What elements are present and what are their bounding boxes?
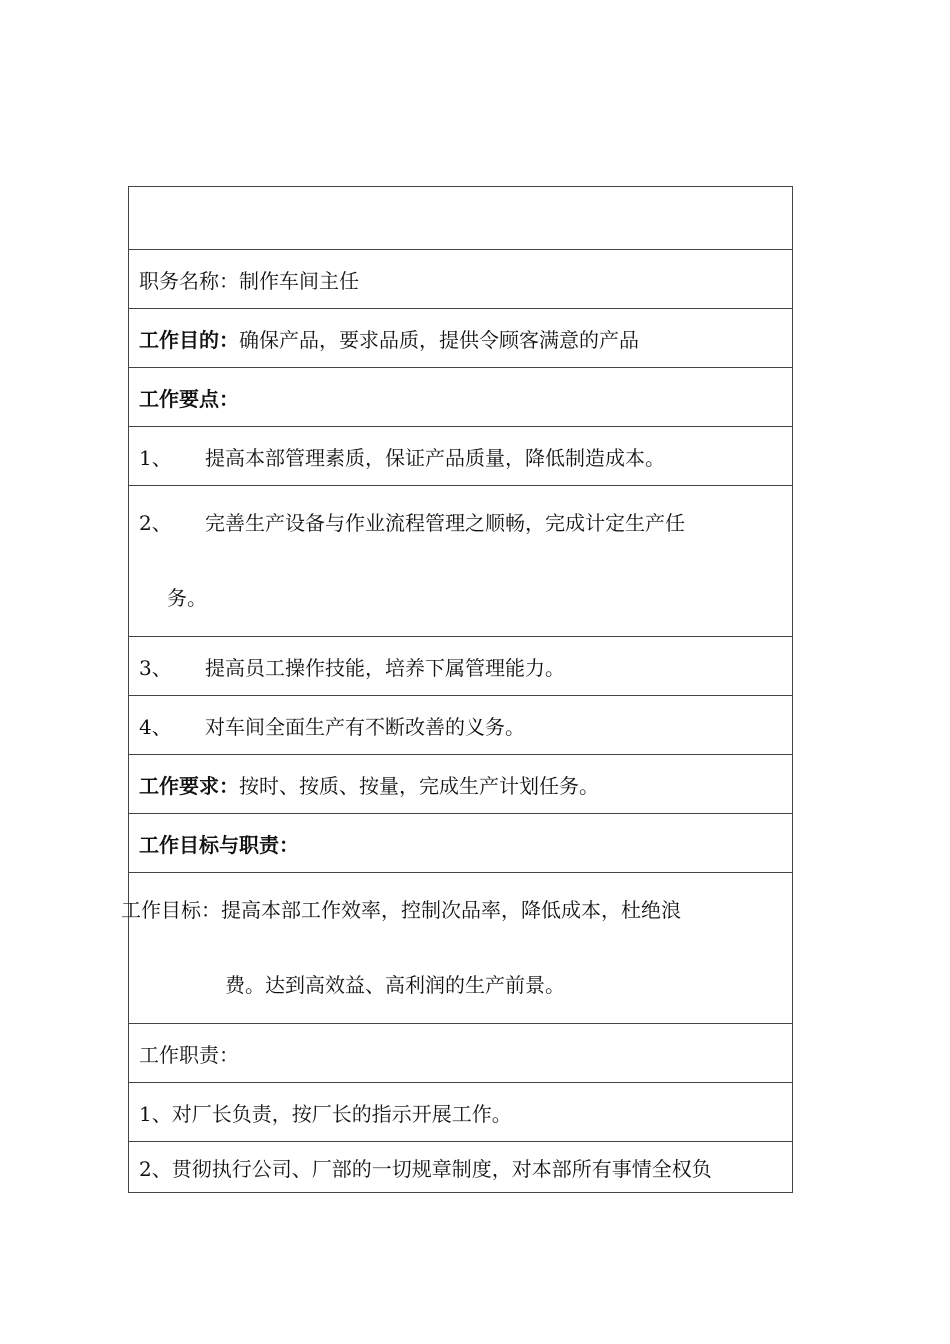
- key-point-continuation: 务。: [167, 586, 207, 610]
- duty-row-1: [129, 1083, 793, 1142]
- key-point-text: 对车间全面生产有不断改善的义务。: [205, 714, 525, 739]
- key-point-cell-3: [129, 637, 793, 696]
- purpose-cell: [129, 309, 793, 368]
- key-point-text: 完善生产设备与作业流程管理之顺畅，完成计定生产任: [205, 511, 685, 535]
- requirements-cell: [129, 755, 793, 814]
- job-title-cell: [129, 250, 793, 309]
- key-point-text: 提高员工操作技能，培养下属管理能力。: [205, 655, 565, 680]
- duties-label-cell: [129, 1024, 793, 1083]
- job-title-row: [129, 250, 793, 309]
- duties-label-row: [129, 1024, 793, 1083]
- duty-text: 2、贯彻执行公司、厂部的一切规章制度，对本部所有事情全权负: [139, 1156, 712, 1181]
- key-point-number: 3、: [139, 655, 172, 680]
- goal-line-1: 工作目标：提高本部工作效率，控制次品率，降低成本，杜绝浪: [121, 898, 681, 922]
- key-point-text: 提高本部管理素质，保证产品质量，降低制造成本。: [205, 445, 665, 470]
- job-description-table: [121, 186, 793, 1193]
- requirements-label: 工作要求：: [139, 773, 239, 798]
- key-point-line: [139, 486, 782, 561]
- key-point-row-1: [129, 427, 793, 486]
- job-title-label: 职务名称：: [139, 268, 239, 293]
- key-point-number: 4、: [139, 714, 172, 739]
- duty-cell-2: [129, 1142, 793, 1193]
- goals-duties-label: 工作目标与职责：: [139, 832, 299, 857]
- duty-cell-1: [129, 1083, 793, 1142]
- key-point-row-2: [129, 486, 793, 637]
- goal-line-2: 费。达到高效益、高利润的生产前景。: [225, 973, 565, 997]
- key-points-cell: [129, 368, 793, 427]
- job-title-value: 制作车间主任: [239, 268, 359, 293]
- key-point-cell-2: [129, 486, 793, 637]
- goals-duties-row: [129, 814, 793, 873]
- goal-row: [129, 873, 793, 1024]
- purpose-row: [129, 309, 793, 368]
- goals-duties-cell: [129, 814, 793, 873]
- key-point-row-4: [129, 696, 793, 755]
- empty-header-cell: [129, 187, 793, 250]
- key-point-cell-1: [129, 427, 793, 486]
- requirements-value: 按时、按质、按量，完成生产计划任务。: [239, 773, 599, 798]
- purpose-label: 工作目的：: [139, 327, 239, 352]
- duties-label: 工作职责：: [139, 1042, 239, 1067]
- key-points-row: [129, 368, 793, 427]
- key-point-number: 2、: [139, 511, 172, 535]
- goal-cell: [121, 873, 793, 1024]
- key-point-cell-4: [129, 696, 793, 755]
- duty-row-2: [129, 1142, 793, 1193]
- requirements-row: [129, 755, 793, 814]
- duty-text: 1、对厂长负责，按厂长的指示开展工作。: [139, 1101, 512, 1126]
- key-point-number: 1、: [139, 445, 172, 470]
- key-points-label: 工作要点：: [139, 386, 239, 411]
- header-row-empty: [129, 187, 793, 250]
- purpose-value: 确保产品，要求品质，提供令顾客满意的产品: [239, 327, 639, 352]
- key-point-row-3: [129, 637, 793, 696]
